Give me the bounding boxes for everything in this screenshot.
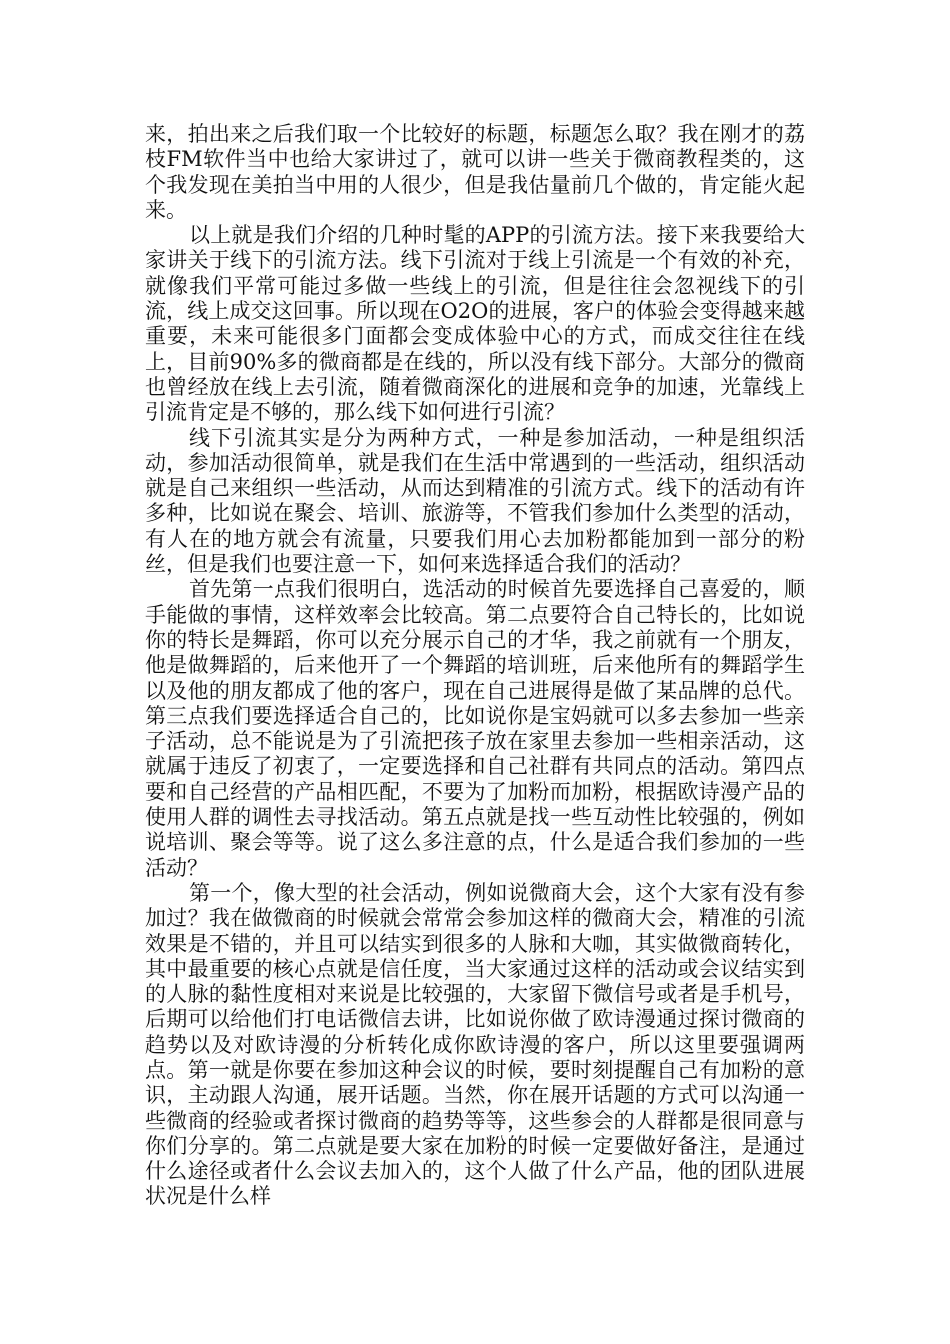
paragraph: 来，拍出来之后我们取一个比较好的标题，标题怎么取？我在刚才的荔枝FM软件当中也给大家讲过了，就可以讲一些关于微商教程类的，这个我发现在美拍当中用的人很少，但是我估量前几个做的，肯定能火起来。 <box>145 122 805 222</box>
paragraph: 第一个，像大型的社会活动，例如说微商大会，这个大家有没有参加过？我在做微商的时候就会常常会参加这样的微商大会，精准的引流效果是不错的，并且可以结实到很多的人脉和大咖，其实做微商转化，其中最重要的核心点就是信任度，当大家通过这样的活动或会议结实到的人脉的黏性度相对来说是比较强的，大家留下微信号或者是手机号，后期可以给他们打电话微信去讲，比如说你做了欧诗漫通过探讨微商的趋势以及对欧诗漫的分析转化成你欧诗漫的客户，所以这里要强调两点。第一就是你要在参加这种会议的时候，要时刻提醒自己有加粉的意识，主动跟人沟通，展开话题。当然，你在展开话题的方式可以沟通一些微商的经验或者探讨微商的趋势等等，这些参会的人群都是很同意与你们分享的。第二点就是要大家在加粉的时候一定要做好备注，是通过什么途径或者什么会议去加入的，这个人做了什么产品，他的团队进展状况是什么样 <box>145 880 805 1209</box>
paragraph: 首先第一点我们很明白，选活动的时候首先要选择自己喜爱的，顺手能做的事情，这样效率会比较高。第二点要符合自己特长的，比如说你的特长是舞蹈，你可以充分展示自己的才华，我之前就有一个朋友，他是做舞蹈的，后来他开了一个舞蹈的培训班，后来他所有的舞蹈学生以及他的朋友都成了他的客户，现在自己进展得是做了某品牌的总代。第三点我们要选择适合自己的，比如说你是宝妈就可以多去参加一些亲子活动，总不能说是为了引流把孩子放在家里去参加一些相亲活动，这就属于违反了初衷了，一定要选择和自己社群有共同点的活动。第四点要和自己经营的产品相匹配，不要为了加粉而加粉，根据欧诗漫产品的使用人群的调性去寻找活动。第五点就是找一些互动性比较强的，例如说培训、聚会等等。说了这么多注意的点，什么是适合我们参加的一些活动？ <box>145 577 805 880</box>
paragraph: 以上就是我们介绍的几种时髦的APP的引流方法。接下来我要给大家讲关于线下的引流方法。线下引流对于线上引流是一个有效的补充，就像我们平常可能过多做一些线上的引流，但是往往会忽视线下的引流，线上成交这回事。所以现在O2O的进展，客户的体验会变得越来越重要，未来可能很多门面都会变成体验中心的方式，而成交往往在线上，目前90%多的微商都是在线的，所以没有线下部分。大部分的微商也曾经放在线上去引流，随着微商深化的进展和竞争的加速，光靠线上引流肯定是不够的，那么线下如何进行引流？ <box>145 223 805 425</box>
paragraph: 线下引流其实是分为两种方式，一种是参加活动，一种是组织活动，参加活动很简单，就是我们在生活中常遇到的一些活动，组织活动就是自己来组织一些活动，从而达到精准的引流方式。线下的活动有许多种，比如说在聚会、培训、旅游等，不管我们参加什么类型的活动，有人在的地方就会有流量，只要我们用心去加粉都能加到一部分的粉丝，但是我们也要注意一下，如何来选择适合我们的活动？ <box>145 425 805 577</box>
document-body <box>145 122 805 1210</box>
